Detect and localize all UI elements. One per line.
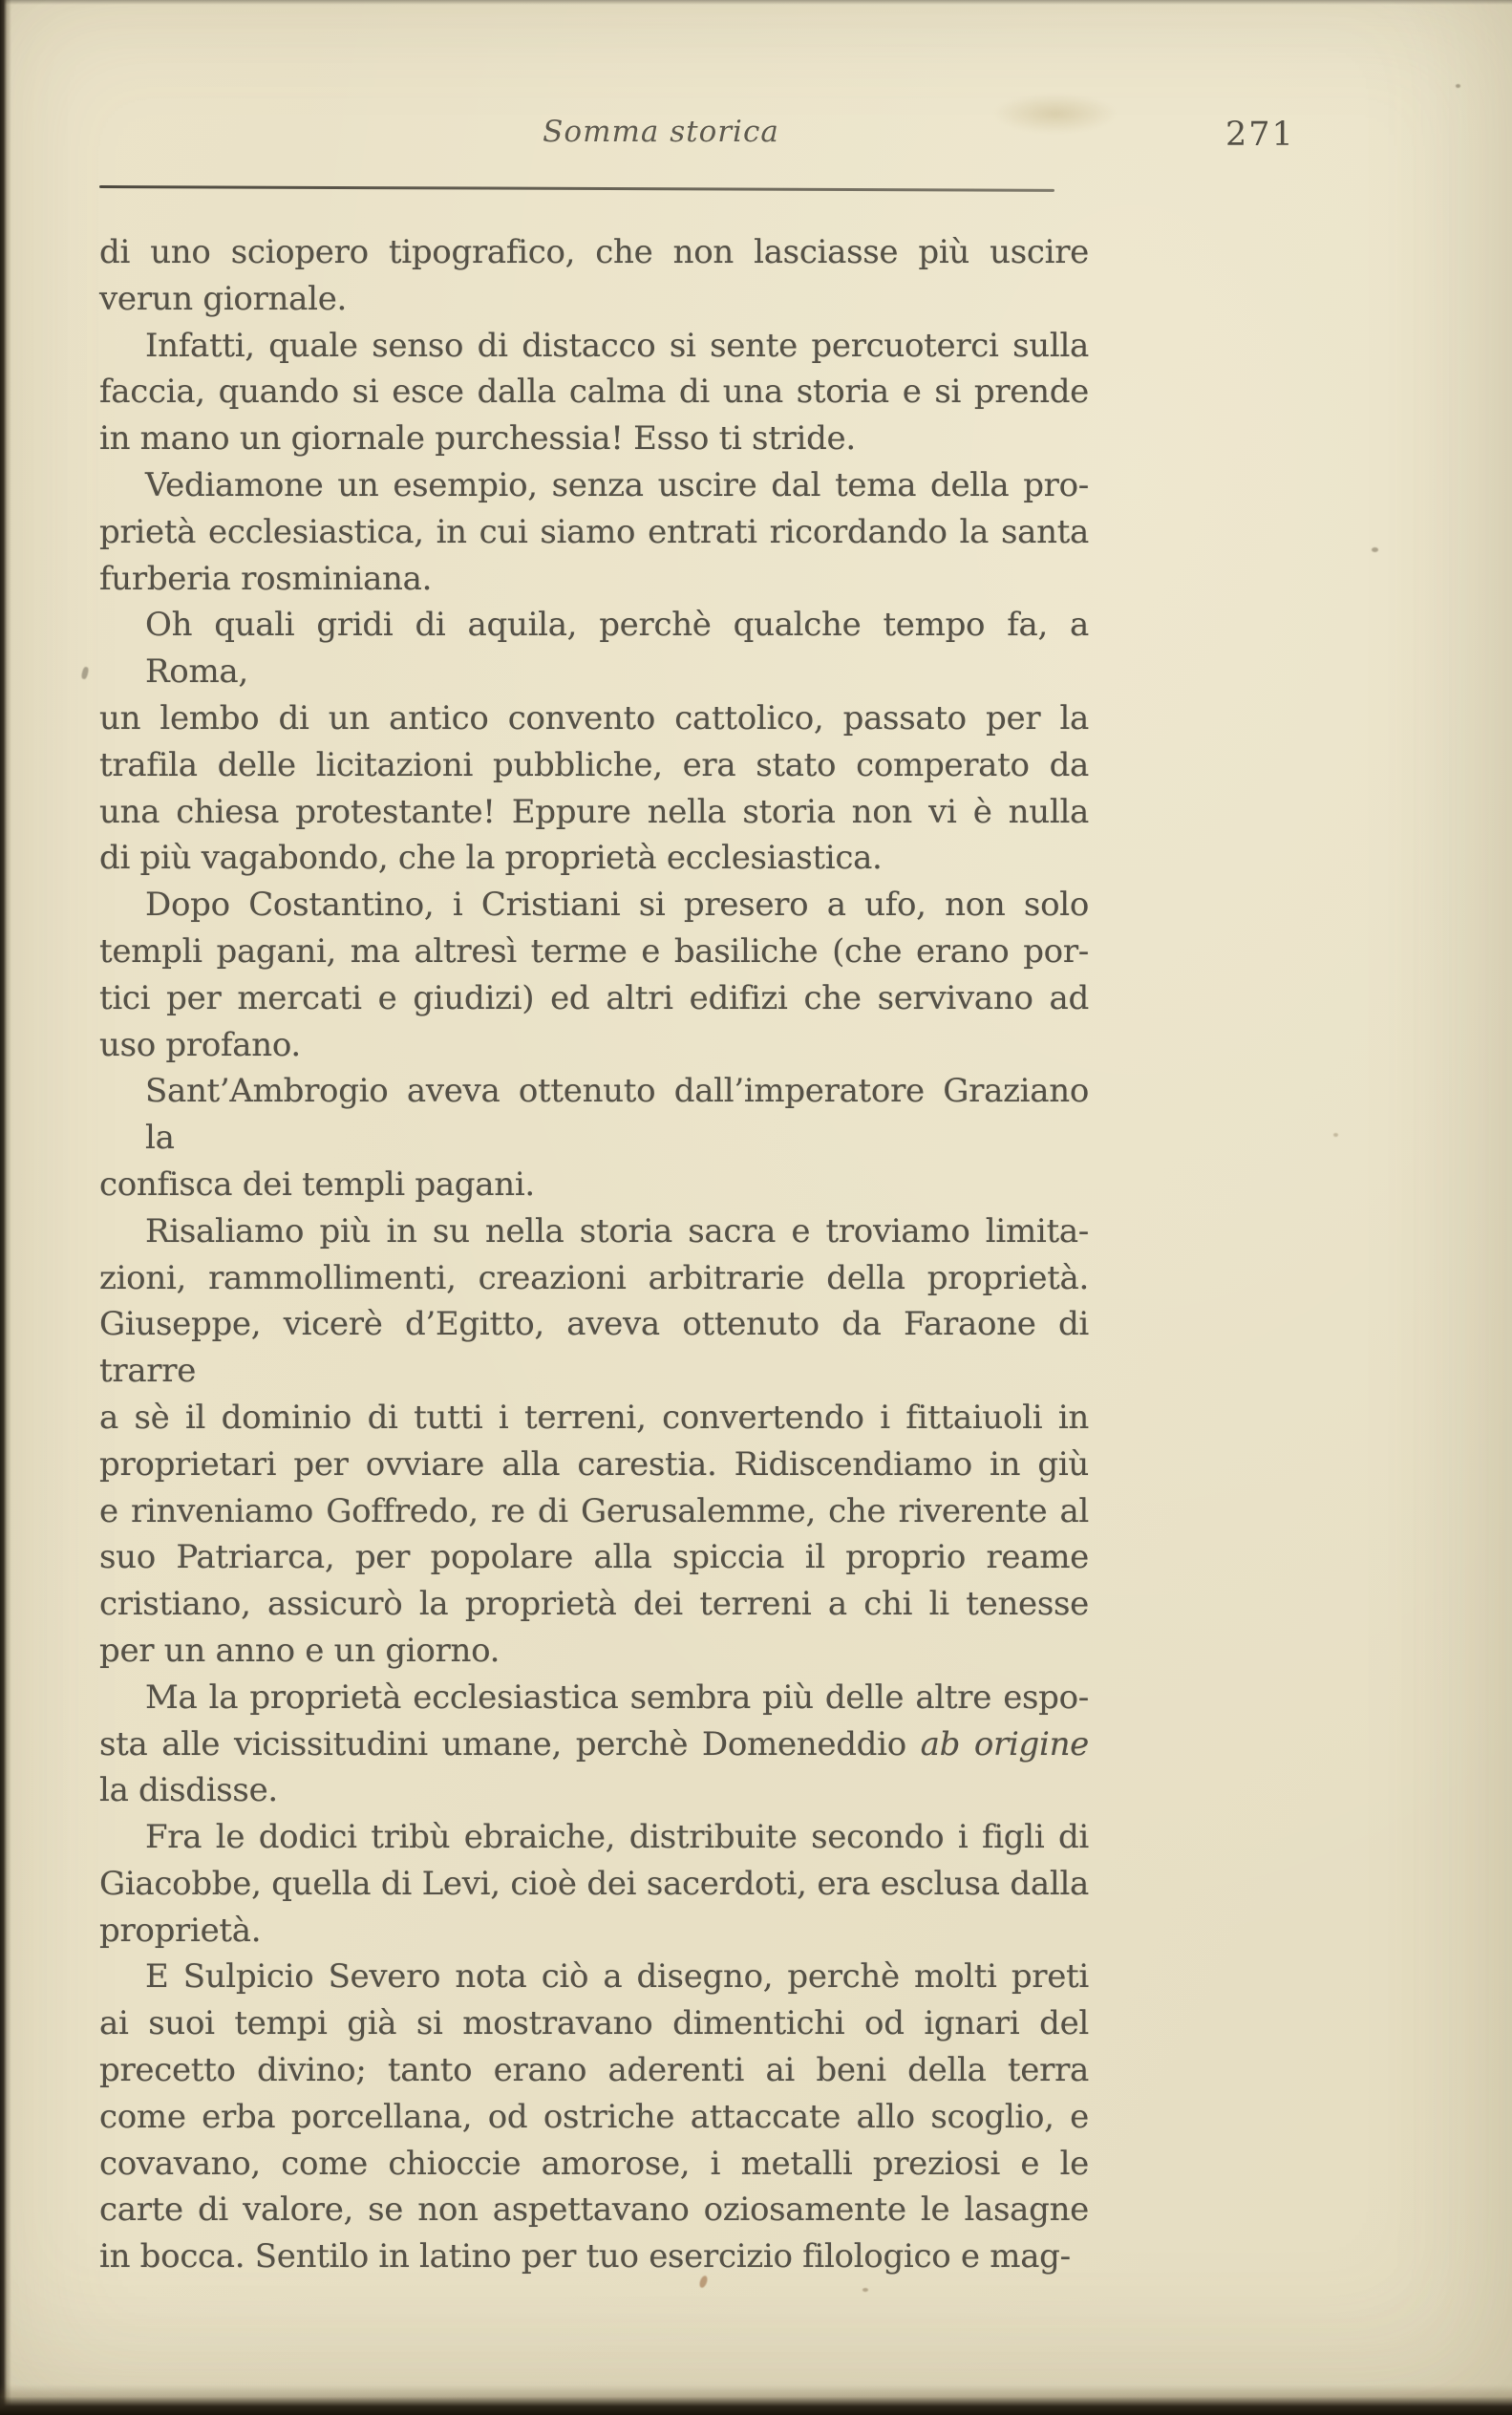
- paragraph: [99, 1208, 1089, 1675]
- paragraph: [99, 602, 1089, 882]
- paragraph: [99, 1814, 1089, 1954]
- page-edge-left: [0, 0, 11, 2415]
- text-line: confisca dei templi pagani.: [99, 1165, 535, 1204]
- text-line: proprietà.: [99, 1911, 262, 1950]
- text-line: precetto divino; tanto erano aderenti ai beni della terra: [99, 2051, 1089, 2090]
- text-line: Dopo Costantino, i Cristiani si presero a ufo, non solo: [145, 886, 1089, 925]
- text-line: Oh quali gridi di aquila, perchè qualche tempo fa, a Roma,: [145, 606, 1089, 692]
- text-line: Infatti, quale senso di distacco si sente percuoterci sulla: [145, 326, 1089, 365]
- paragraph: [99, 1068, 1089, 1208]
- text-line: faccia, quando si esce dalla calma di una storia e si prende: [99, 373, 1089, 412]
- paper-speck: [1372, 547, 1378, 552]
- text-line: sta alle vicissitudini umane, perchè Domeneddio ab origine: [99, 1724, 1089, 1763]
- paper-speck: [862, 2288, 868, 2292]
- paragraph: [99, 462, 1089, 602]
- body-text: [99, 229, 1089, 2280]
- text-line: di più vagabondo, che la proprietà ecclesiastica.: [99, 839, 883, 878]
- paragraph: [99, 1675, 1089, 1814]
- text-line: carte di valore, se non aspettavano oziosamente le lasagne: [99, 2191, 1089, 2230]
- paragraph: [99, 229, 1089, 323]
- text-line: covavano, come chioccie amorose, i metalli preziosi e le: [99, 2144, 1089, 2183]
- paper-stain: [993, 94, 1118, 134]
- text-line: cristiano, assicurò la proprietà dei terreni a chi li tenesse: [99, 1585, 1089, 1624]
- text-line: verun giornale.: [99, 279, 348, 318]
- text-line: ai suoi tempi già si mostravano dimentichi od ignari del: [99, 2004, 1089, 2043]
- text-line: in bocca. Sentilo in latino per tuo esercizio filologico e mag-: [99, 2237, 1071, 2276]
- text-line: uso profano.: [99, 1025, 301, 1064]
- paragraph: [99, 323, 1089, 462]
- running-head-title: Somma storica: [543, 115, 779, 149]
- text-line: E Sulpicio Severo nota ciò a disegno, perchè molti preti: [145, 1957, 1089, 1997]
- page-number: 271: [1225, 116, 1295, 154]
- text-line: templi pagani, ma altresì terme e basiliche (che erano por-: [99, 931, 1089, 971]
- text-line: tici per mercati e giudizi) ed altri edifizi che servivano ad: [99, 978, 1089, 1017]
- text-line: Fra le dodici tribù ebraiche, distribuite secondo i figli di: [145, 1818, 1089, 1857]
- text-line: Vediamone un esempio, senza uscire dal tema della pro-: [145, 465, 1089, 504]
- text-line: per un anno e un giorno.: [99, 1631, 500, 1670]
- text-line: Sant’Ambrogio aveva ottenuto dall’imperatore Graziano la: [145, 1072, 1089, 1158]
- text-line: come erba porcellana, od ostriche attaccate allo scoglio, e: [99, 2097, 1089, 2136]
- paper-speck: [1456, 84, 1460, 88]
- text-line: prietà ecclesiastica, in cui siamo entrati ricordando la santa: [99, 512, 1089, 551]
- text-line: un lembo di un antico convento cattolico, passato per la: [99, 698, 1089, 737]
- paragraph: [99, 882, 1089, 1068]
- text-line: suo Patriarca, per popolare alla spiccia il proprio reame: [99, 1538, 1089, 1577]
- text-line: furberia rosminiana.: [99, 559, 433, 598]
- text-line: proprietari per ovviare alla carestia. Ridiscendiamo in giù: [99, 1444, 1089, 1484]
- text-line: Giacobbe, quella di Levi, cioè dei sacerdoti, era esclusa dalla: [99, 1864, 1089, 1903]
- paragraph: [99, 1954, 1089, 2280]
- text-line: trafila delle licitazioni pubbliche, era stato comperato da: [99, 745, 1089, 784]
- text-line: di uno sciopero tipografico, che non lasciasse più uscire: [99, 233, 1089, 271]
- text-line: zioni, rammollimenti, creazioni arbitrarie della proprietà.: [99, 1258, 1089, 1297]
- text-line: Risaliamo più in su nella storia sacra e troviamo limita-: [145, 1211, 1089, 1250]
- text-line: una chiesa protestante! Eppure nella storia non vi è nulla: [99, 792, 1089, 831]
- text-line: a sè il dominio di tutti i terreni, convertendo i fittaiuoli in: [99, 1398, 1089, 1437]
- header-rule: [99, 185, 1054, 192]
- paper-speck: [81, 666, 90, 679]
- page-edge-bottom: [0, 2384, 1512, 2415]
- paper-speck: [1333, 1133, 1338, 1137]
- text-line: Giuseppe, vicerè d’Egitto, aveva ottenuto da Faraone di trarre: [99, 1305, 1089, 1391]
- text-line: Ma la proprietà ecclesiastica sembra più delle altre espo-: [145, 1678, 1089, 1717]
- text-line: la disdisse.: [99, 1771, 278, 1810]
- text-line: e rinveniamo Goffredo, re di Gerusalemme, che riverente al: [99, 1491, 1089, 1530]
- page-edge-top: [0, 0, 1512, 5]
- text-line: in mano un giornale purchessia! Esso ti stride.: [99, 419, 856, 459]
